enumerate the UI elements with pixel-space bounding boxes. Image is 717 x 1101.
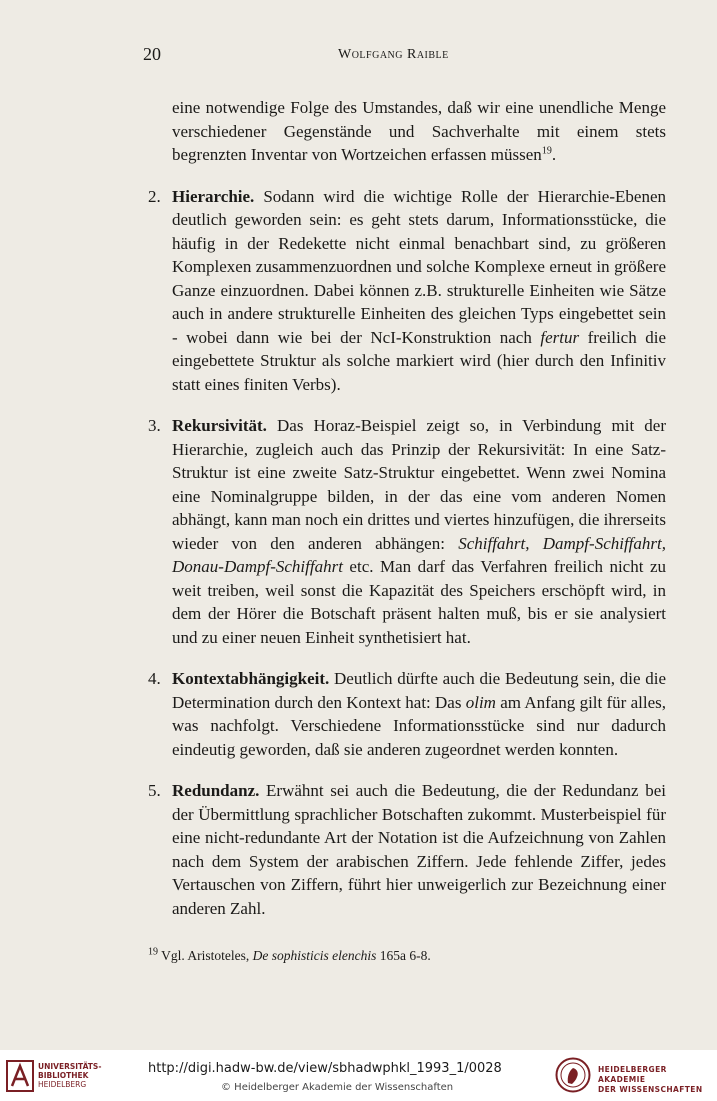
- item-number: 4.: [148, 669, 161, 688]
- item-text-after: am Anfang gilt für alles, was nachfolgt. Verschiedene Informationsstücke sind nur dadurch eindeutig geworden, daß sie anderen zugeordnet werden konnten.: [172, 692, 666, 759]
- footnote-text-after: 165a 6-8.: [376, 948, 431, 963]
- academy-line: DER WISSENSCHAFTEN: [598, 1085, 703, 1094]
- item-italic: olim: [465, 692, 496, 712]
- item-text-after: freilich die eingebettete Struktur als solche markiert wird (hier durch den Infinitiv statt eines finiten Verbs).: [172, 327, 666, 394]
- ub-line: UNIVERSITÄTS-: [38, 1062, 102, 1071]
- footnote-italic: De sophisticis elenchis: [252, 948, 377, 963]
- permalink[interactable]: http://digi.hadw-bw.de/view/sbhadwphkl_1993_1/0028: [148, 1061, 502, 1076]
- item-text: Das Horaz-Beispiel zeigt so, in Verbindung mit der Hierarchie, zugleich auch das Prinzip der Rekursivität: In eine Satz-Struktur ist eine zweite Satz-Struktur eingebettet. Wenn zwei Nomina eine Nominalgruppe bilden, in der das eine vom anderen Nomen abhängt, kann man noch ein drittes und viertes hinzufügen, die ihrerseits wieder von den anderen abhängen:: [172, 416, 666, 553]
- list-item: [148, 667, 666, 761]
- page-number: 20: [143, 44, 161, 64]
- university-library-logo-icon[interactable]: [6, 1060, 34, 1092]
- academy-line: HEIDELBERGER AKADEMIE: [598, 1065, 667, 1084]
- continuation-end: .: [551, 145, 557, 164]
- ub-line: BIBLIOTHEK: [38, 1071, 89, 1080]
- item-text-after: etc. Man darf das Verfahren freilich nicht zu weit treiben, weil sonst die Kapazität des Speichers erschöpft wird, in dem der Hörer die Botschaft präsent halten muß, bis er sie analysiert und zu einer neuen Einheit synthetisiert hat.: [172, 557, 666, 647]
- academy-label: [598, 1065, 717, 1095]
- ub-line: HEIDELBERG: [38, 1080, 87, 1089]
- item-italic: fertur: [540, 327, 580, 347]
- item-italic: Schiffahrt, Dampf-Schiffahrt, Donau-Dampf-Schiffahrt: [172, 533, 666, 576]
- page-header: [143, 44, 669, 70]
- list-item: [148, 779, 666, 920]
- continuation-paragraph: [172, 96, 666, 167]
- item-heading: Rekursivität.: [172, 416, 267, 435]
- viewer-footer: [0, 1050, 717, 1101]
- body-text: [148, 96, 666, 920]
- item-text: Deutlich dürfte auch die Bedeutung sein, die die Determination durch den Kontext hat: Das: [172, 669, 666, 712]
- list-item: [148, 185, 666, 397]
- item-text: Sodann wird die wichtige Rolle der Hierarchie-Ebenen deutlich geworden sein: es geht stets darum, Informationsstücke, die häufig in der Redekette nicht einmal benachbart sind, zu größeren Komplexen zusammenzuordnen und solche Komplexe erneut in größere Ganze einzuordnen. Dabei können z.B. strukturelle Einheiten wie Sätze auch in andere strukturelle Einheiten des gleichen Typs eingebettet sein - wobei dann wie bei der NcI-Konstruktion nach: [172, 186, 666, 347]
- footnote-number: 19: [148, 946, 158, 958]
- running-head: Wolfgang Raible: [338, 47, 449, 62]
- item-number: 3.: [148, 416, 161, 435]
- item-number: 5.: [148, 781, 161, 800]
- item-heading: Hierarchie.: [172, 186, 255, 206]
- item-text: Erwähnt sei auch die Bedeutung, die der Redundanz bei der Übermittlung sprachlicher Botschaften zukommt. Musterbeispiel für eine nicht-redundante Art der Notation ist die Aufzeichnung von Zahlen nach dem System der arabischen Ziffern. Jede fehlende Ziffer, jedes Vertauschen von Ziffern, führt hier unweigerlich zur Bezeichnung einer anderen Zahl.: [172, 781, 666, 918]
- list-item: [148, 414, 666, 649]
- university-library-label: [38, 1062, 101, 1089]
- footnote: [148, 948, 668, 964]
- footnote-text-before: Vgl. Aristoteles,: [161, 948, 253, 963]
- item-heading: Kontextabhängigkeit.: [172, 669, 330, 688]
- academy-seal-icon[interactable]: [555, 1057, 591, 1093]
- copyright-notice: © Heidelberger Akademie der Wissenschaften: [221, 1082, 454, 1093]
- continuation-text: eine notwendige Folge des Umstandes, daß wir eine unendliche Menge verschiedener Gegenstände und Sachverhalte mit einem stets begrenzten Inventar von Wortzeichen erfassen müssen: [172, 98, 666, 164]
- item-heading: Redundanz.: [172, 781, 260, 800]
- item-number: 2.: [148, 186, 161, 206]
- footnote-ref[interactable]: 19: [541, 145, 552, 157]
